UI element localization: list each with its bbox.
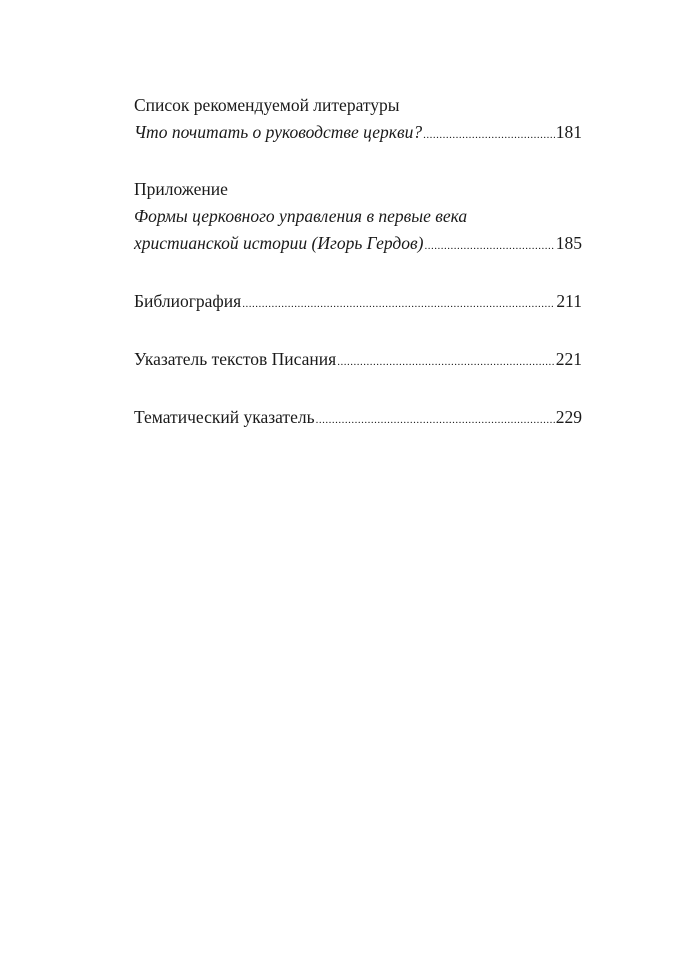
toc-subtitle: христианской истории (Игорь Гердов) [134, 233, 424, 253]
page-number: 185 [555, 233, 582, 253]
page-number: 229 [555, 407, 582, 427]
toc-line [134, 288, 582, 318]
toc-entry-appendix[interactable] [134, 176, 582, 260]
toc-subtitle-line [134, 119, 582, 149]
toc-heading: Приложение [134, 179, 228, 199]
toc-title: Библиография [134, 291, 242, 311]
toc-entry-scripture-index[interactable] [134, 346, 582, 376]
table-of-contents [134, 92, 582, 434]
dot-leader [424, 233, 554, 260]
toc-title: Тематический указатель [134, 407, 315, 427]
toc-line [134, 404, 582, 434]
toc-entry-bibliography[interactable] [134, 288, 582, 318]
toc-heading-line [134, 176, 582, 203]
dot-leader [242, 291, 555, 318]
toc-line [134, 346, 582, 376]
toc-subtitle-line [134, 203, 582, 230]
toc-entry-subject-index[interactable] [134, 404, 582, 434]
toc-heading: Список рекомендуемой литературы [134, 95, 400, 115]
toc-subtitle-line [134, 230, 582, 260]
page-number: 221 [555, 349, 582, 369]
toc-subtitle: Формы церковного управления в первые века [134, 206, 468, 226]
dot-leader [337, 349, 555, 376]
dot-leader [316, 407, 555, 434]
toc-heading-line [134, 92, 582, 119]
page-number: 211 [556, 291, 582, 311]
toc-subtitle: Что почитать о руководстве церкви? [134, 122, 423, 142]
dot-leader [423, 122, 555, 149]
toc-entry-recommended-literature[interactable] [134, 92, 582, 149]
toc-title: Указатель текстов Писания [134, 349, 337, 369]
page-number: 181 [555, 122, 582, 142]
